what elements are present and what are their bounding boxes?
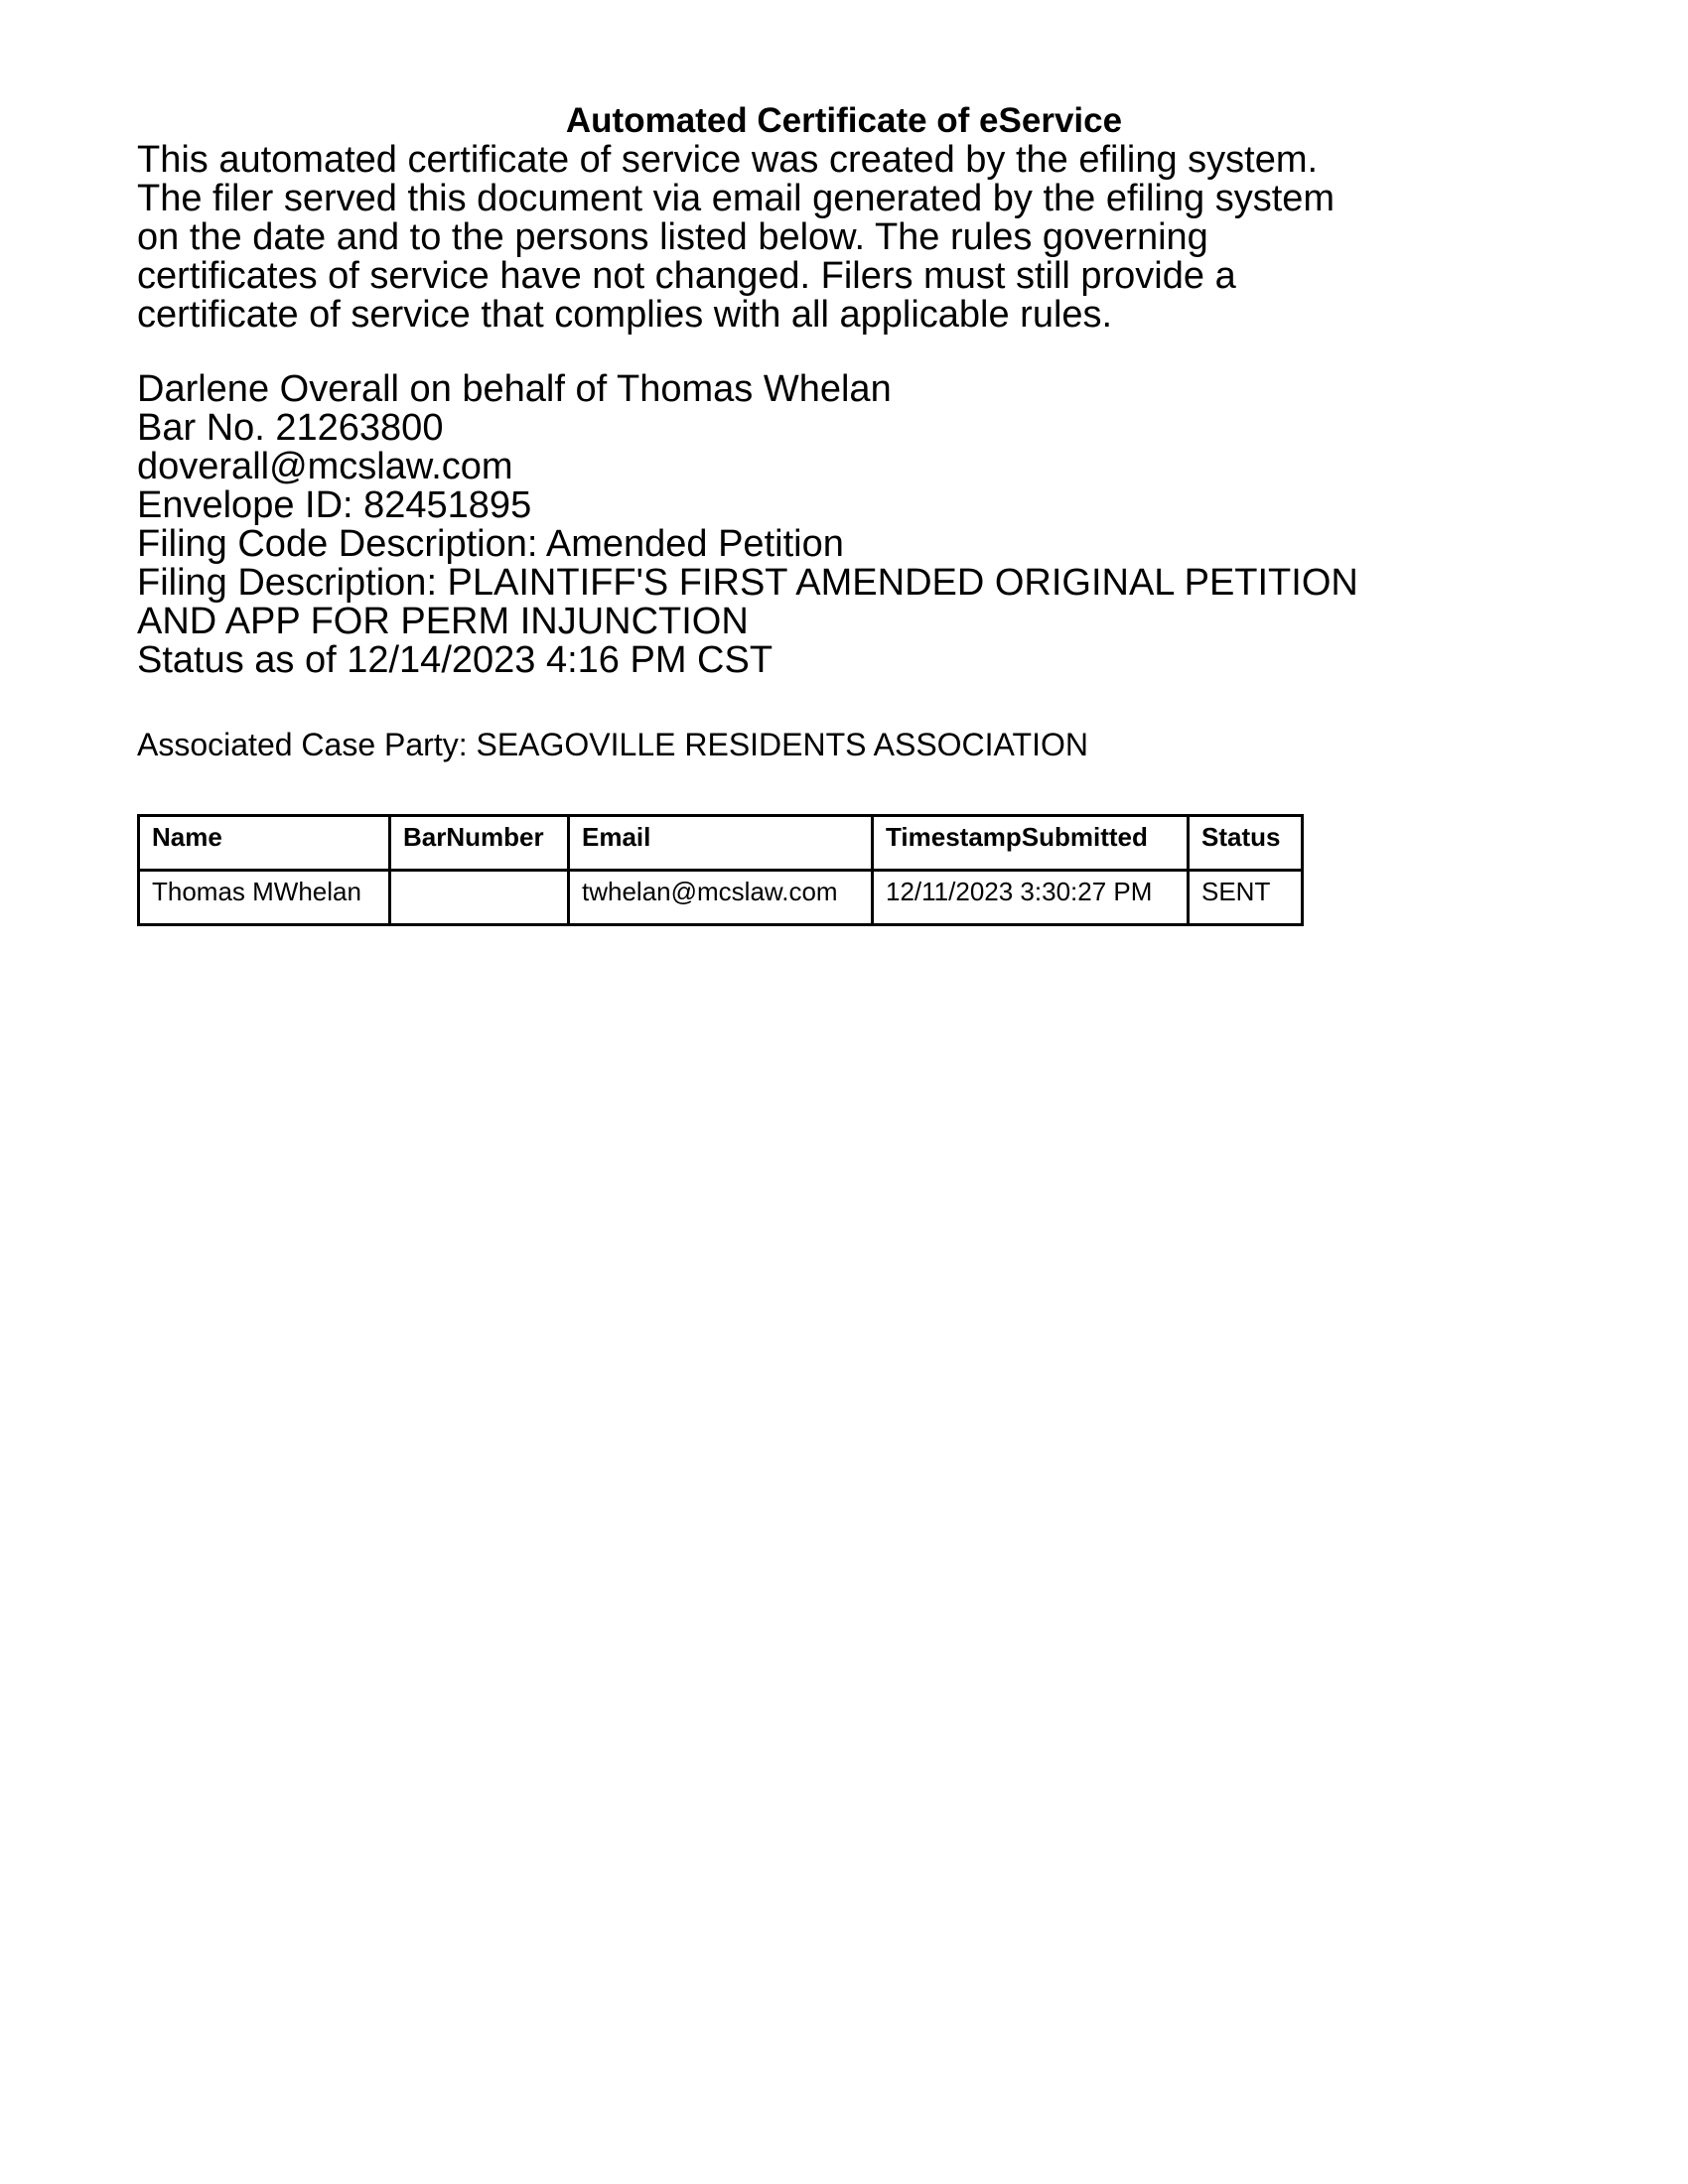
cell-bar-number xyxy=(390,871,569,925)
column-header-email: Email xyxy=(569,816,873,871)
filing-description: Filing Description: PLAINTIFF'S FIRST AMENDED ORIGINAL PETITION xyxy=(137,562,1358,604)
filing-code-description: Filing Code Description: Amended Petition xyxy=(137,523,844,565)
cell-name: Thomas MWhelan xyxy=(139,871,390,925)
bar-number: Bar No. 21263800 xyxy=(137,407,444,449)
table-header-row xyxy=(139,816,1303,871)
associated-case-party: Associated Case Party: SEAGOVILLE RESIDENTS ASSOCIATION xyxy=(137,727,1088,762)
column-header-name: Name xyxy=(139,816,390,871)
intro-line: The filer served this document via email generated by the efiling system xyxy=(137,178,1336,219)
intro-paragraph xyxy=(137,141,1335,335)
column-header-status: Status xyxy=(1189,816,1303,871)
service-table xyxy=(137,814,1304,926)
cell-email: twhelan@mcslaw.com xyxy=(569,871,873,925)
status-as-of: Status as of 12/14/2023 4:16 PM CST xyxy=(137,639,774,681)
filer-name: Darlene Overall on behalf of Thomas Whelan xyxy=(137,368,892,410)
envelope-id: Envelope ID: 82451895 xyxy=(137,484,532,526)
filer-email: doverall@mcslaw.com xyxy=(137,446,513,487)
column-header-bar-number: BarNumber xyxy=(390,816,569,871)
intro-line: certificate of service that complies with all applicable rules. xyxy=(137,294,1113,336)
cell-timestamp: 12/11/2023 3:30:27 PM xyxy=(873,871,1189,925)
filer-details xyxy=(137,370,1358,680)
column-header-timestamp: TimestampSubmitted xyxy=(873,816,1189,871)
intro-line: certificates of service have not changed. Filers must still provide a xyxy=(137,255,1236,297)
intro-line: on the date and to the persons listed below. The rules governing xyxy=(137,216,1208,258)
cell-status: SENT xyxy=(1189,871,1303,925)
certificate-title: Automated Certificate of eService xyxy=(565,101,1123,140)
table-row xyxy=(139,871,1303,925)
filing-description-continued: AND APP FOR PERM INJUNCTION xyxy=(137,601,749,642)
intro-line: This automated certificate of service was created by the efiling system. xyxy=(137,139,1319,181)
